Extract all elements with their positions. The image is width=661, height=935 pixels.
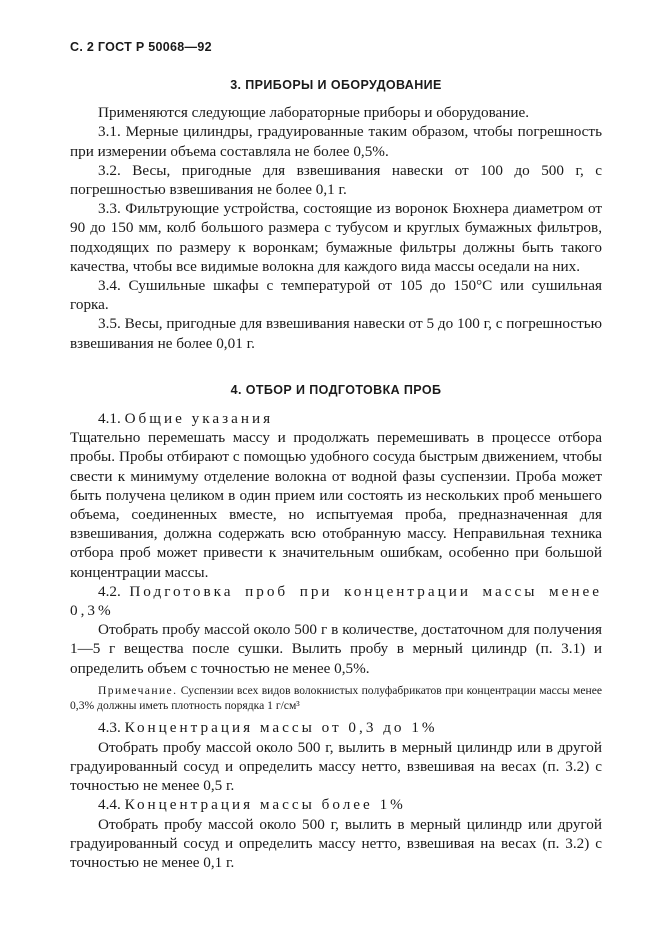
- section-4-title: 4. ОТБОР И ПОДГОТОВКА ПРОБ: [230, 382, 442, 397]
- clause-4-4-text: Отобрать пробу массой около 500 г, вылить в мерный цилиндр или другой градуированный сосуд и определить массу нетто, взвешивая на весах (п. 3.2) с точностью не менее 0,1 г.: [70, 815, 602, 871]
- clause-4-4-number: 4.4.: [98, 796, 121, 814]
- clause-4-1-text: Тщательно перемешать массу и продолжать перемешивать в процессе отбора пробы. Пробы отбирают с помощью удобного сосуда быстрым движением, чтобы свести к минимуму отделение волокна от водной фазы суспензии. Проба может быть получена целиком в один прием или состоять из нескольких проб меньшего объема, соединенных вместе, но испытуемая проба, предназначенная для взвешивания, должна содержать всю отобранную массу. Неправильная техника отбора проб может привести к значительным ошибкам, особенно при большой концентрации массы.: [70, 429, 602, 581]
- clause-4-3-number: 4.3.: [98, 719, 121, 737]
- note: [70, 684, 602, 714]
- clause-4-2-number: 4.2.: [98, 582, 121, 600]
- item-3-2: 3.2. Весы, пригодные для взвешивания навески от 100 до 500 г, с погрешностью взвешивания не более 0,1 г.: [70, 161, 602, 199]
- item-3-4: 3.4. Сушильные шкафы с температурой от 105 до 150°С или сушильная горка.: [70, 277, 602, 314]
- clause-4-1-heading: [70, 409, 602, 428]
- note-text: Суспензии всех видов волокнистых полуфабрикатов при концентрации массы менее 0,3% должны иметь плотность порядка 1 г/см³: [70, 683, 602, 712]
- section-3-title: 3. ПРИБОРЫ И ОБОРУДОВАНИЕ: [230, 78, 442, 92]
- page-header: С. 2 ГОСТ Р 50068—92: [70, 40, 212, 54]
- document-page: [70, 38, 602, 872]
- clause-4-2-title: Подготовка проб при концентрации массы менее 0,3%: [70, 582, 602, 620]
- clause-4-2-text: Отобрать пробу массой около 500 г в количестве, достаточном для получения 1—5 г вещества после сушки. Вылить пробу в мерный цилиндр (п. 3.1) и определить объем с точностью не менее 0,5%.: [70, 621, 602, 677]
- clause-4-1-title: Общие указания: [124, 410, 274, 428]
- item-3-1: 3.1. Мерные цилиндры, градуированные таким образом, чтобы погрешность при измерении объема составляла не более 0,5%.: [70, 123, 602, 160]
- clause-4-1-number: 4.1.: [98, 410, 121, 428]
- section-3-intro: Применяются следующие лабораторные приборы и оборудование.: [98, 104, 530, 122]
- clause-4-3-title: Концентрация массы от 0,3 до 1%: [124, 719, 438, 737]
- clause-4-3-text: Отобрать пробу массой около 500 г, вылить в мерный цилиндр или в другой градуированный сосуд и определить массу нетто, взвешивая на весах (п. 3.2) с точностью не менее 0,5 г.: [70, 738, 602, 795]
- clause-4-4-heading: [70, 795, 602, 814]
- clause-4-3-heading: [70, 718, 602, 737]
- clause-4-4-title: Концентрация массы более 1%: [124, 796, 406, 814]
- clause-4-2-heading: [70, 582, 602, 620]
- item-3-3: 3.3. Фильтрующие устройства, состоящие из воронок Бюхнера диаметром от 90 до 150 мм, колб большого размера с тубусом и круглых бумажных фильтров, подходящих по размеру к воронкам; бумажные фильтры должны быть такого качества, чтобы все видимые волокна для каждого вида массы оседали на них.: [70, 200, 602, 275]
- item-3-5: 3.5. Весы, пригодные для взвешивания навески от 5 до 100 г, с погрешностью взвешивания не более 0,01 г.: [70, 315, 602, 352]
- note-label: Примечание.: [98, 683, 178, 697]
